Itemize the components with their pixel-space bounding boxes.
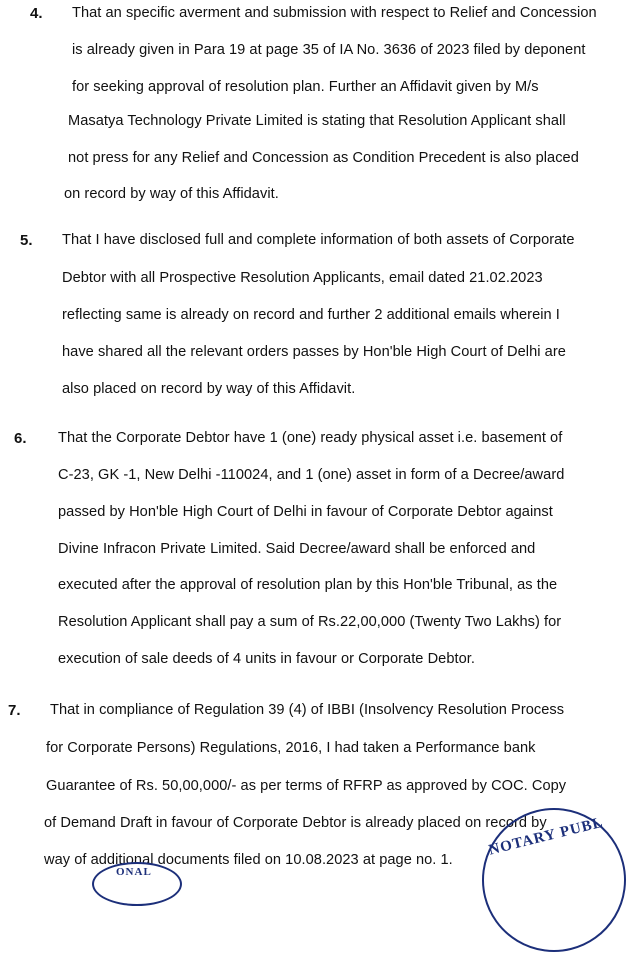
paragraph-line: That I have disclosed full and complete information of both assets of Corporate <box>62 232 575 248</box>
paragraph-number: 5. <box>20 232 33 249</box>
paragraph-line: is already given in Para 19 at page 35 of IA No. 3636 of 2023 filed by deponent <box>72 42 586 58</box>
paragraph-line: way of additional documents filed on 10.08.2023 at page no. 1. <box>44 852 453 868</box>
paragraph-line: have shared all the relevant orders passes by Hon'ble High Court of Delhi are <box>62 344 566 360</box>
paragraph-line: Masatya Technology Private Limited is stating that Resolution Applicant shall <box>68 113 566 129</box>
paragraph-line: of Demand Draft in favour of Corporate Debtor is already placed on record by <box>44 815 547 831</box>
paragraph-line: Guarantee of Rs. 50,00,000/- as per terms of RFRP as approved by COC. Copy <box>46 778 567 794</box>
paragraph-line: That an specific averment and submission with respect to Relief and Concession <box>72 5 597 21</box>
paragraph-line: passed by Hon'ble High Court of Delhi in favour of Corporate Debtor against <box>58 504 553 520</box>
paragraph-line: C-23, GK -1, New Delhi -110024, and 1 (one) asset in form of a Decree/award <box>58 467 565 483</box>
paragraph-line: Debtor with all Prospective Resolution Applicants, email dated 21.02.2023 <box>62 270 543 286</box>
stamp-text: ONAL <box>116 866 152 878</box>
paragraph-line: That in compliance of Regulation 39 (4) of IBBI (Insolvency Resolution Process <box>50 702 565 718</box>
paragraph-line: not press for any Relief and Concession as Condition Precedent is also placed <box>68 150 579 166</box>
paragraph-line: on record by way of this Affidavit. <box>64 186 279 202</box>
stamp-seal-left <box>92 862 182 906</box>
paragraph-line: also placed on record by way of this Affidavit. <box>62 381 356 397</box>
paragraph-line: Divine Infracon Private Limited. Said Decree/award shall be enforced and <box>58 541 536 557</box>
paragraph-line: Resolution Applicant shall pay a sum of Rs.22,00,000 (Twenty Two Lakhs) for <box>58 614 562 630</box>
paragraph-line: for seeking approval of resolution plan. Further an Affidavit given by M/s <box>72 79 539 95</box>
paragraph-line: executed after the approval of resolution plan by this Hon'ble Tribunal, as the <box>58 577 558 593</box>
paragraph-line: reflecting same is already on record and further 2 additional emails wherein I <box>62 307 560 323</box>
paragraph-number: 7. <box>8 702 21 719</box>
paragraph-line: execution of sale deeds of 4 units in favour or Corporate Debtor. <box>58 651 475 667</box>
paragraph-number: 4. <box>30 5 43 22</box>
paragraph-line: That the Corporate Debtor have 1 (one) ready physical asset i.e. basement of <box>58 430 563 446</box>
stamp-text: NOTARY PUBL <box>487 814 606 859</box>
paragraph-number: 6. <box>14 430 27 447</box>
paragraph-line: for Corporate Persons) Regulations, 2016, I had taken a Performance bank <box>46 740 536 756</box>
